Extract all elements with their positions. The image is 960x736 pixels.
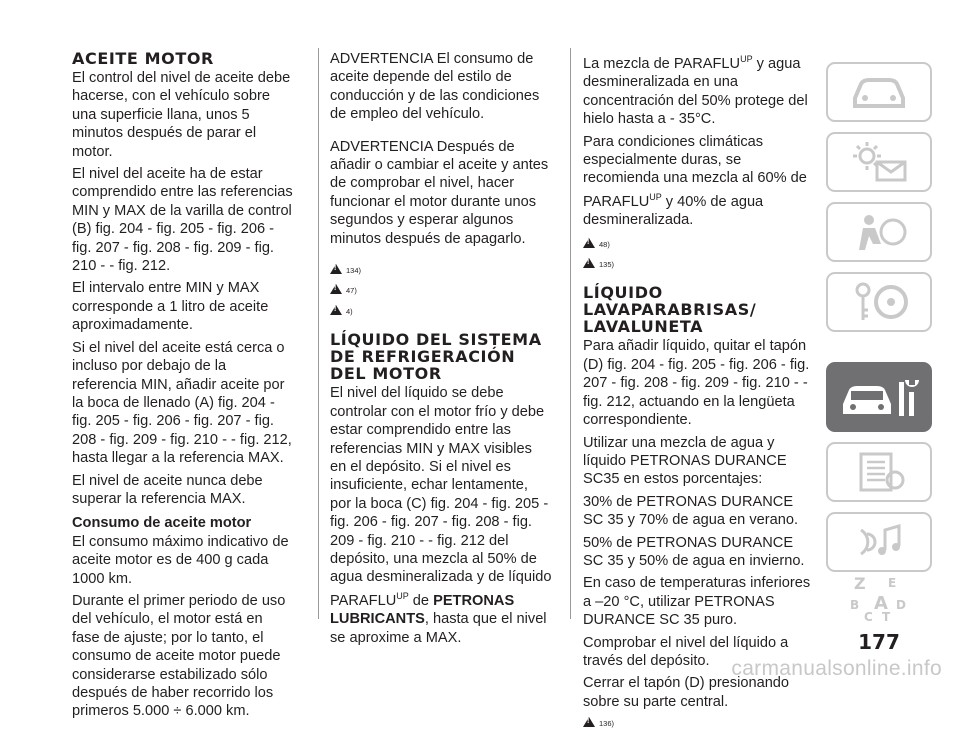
- svg-text:Z: Z: [854, 575, 866, 593]
- chapter-tab-technical-data[interactable]: [826, 442, 932, 502]
- advertencia-paragraph: ADVERTENCIA El consumo de aceite depende del estilo de conducción y de las condiciones de empleo del vehículo.: [330, 51, 540, 123]
- column-2: [330, 50, 552, 651]
- paragraph: Cerrar el tapón (D) presionando sobre su parte central.: [583, 675, 790, 710]
- chapter-tab-dashboard[interactable]: [826, 62, 932, 122]
- warning-triangle-icon: [330, 305, 342, 315]
- chapter-tab-warning-lights[interactable]: [826, 132, 932, 192]
- multimedia-music-icon: [847, 520, 911, 564]
- paragraph: En caso de temperaturas inferiores a –20 °C, utilizar PETRONAS DURANCE SC 35 puro.: [583, 575, 811, 629]
- section-heading-aceite-motor: ACEITE MOTOR: [72, 49, 214, 68]
- warning-triangle-icon: [583, 717, 595, 727]
- chapter-tab-safety[interactable]: [826, 202, 932, 262]
- svg-text:E: E: [888, 576, 897, 590]
- paragraph: El consumo máximo indicativo de aceite motor es de 400 g cada 1000 km.: [72, 533, 289, 587]
- section-heading-lavaparabrisas: LÍQUIDO LAVAPARABRISAS/ LAVALUNETA: [583, 283, 757, 337]
- paragraph: El nivel del aceite ha de estar comprendido entre las referencias MIN y MAX de la varilla de control (B) fig. 204 - fig. 205 - fig. 206 - fig. 207 - fig. 208 - fig. 209 - fig. 210 - - fig. 212.: [72, 166, 293, 275]
- paragraph: Durante el primer periodo de uso del vehículo, el motor está en fase de ajuste; por lo tanto, el consumo de aceite motor puede considerarse estabilizado sólo después de haber recorrido los primeros 5.000 ÷ 6.000 km.: [72, 592, 286, 720]
- chapter-tab-multimedia[interactable]: [826, 512, 932, 572]
- paragraph: Comprobar el nivel del líquido a través del depósito.: [583, 634, 789, 669]
- car-maintenance-icon: [839, 374, 919, 420]
- paragraph: El nivel del líquido se debe controlar con el motor frío y debe estar comprendido entre las referencias MIN y MAX visibles en el depósito. Si el nivel es insuficiente, echar lentamente, por la boca (C) fig. 204 - fig. 205 - fig. 206 - fig. 207 - fig. 208 - fig. 209 - fig. 210 - - fig. 212 del depósito, una mezcla al 50% de agua desmineralizada y de líquido $PARAFLU^{UP}$ de PETRONAS LUBRICANTS, hasta que el nivel se aproxime a MAX.: [330, 385, 552, 646]
- technical-data-list-icon: [847, 450, 911, 494]
- warning-reference: !135): [583, 256, 813, 274]
- paragraph: Utilizar una mezcla de agua y líquido PETRONAS DURANCE SC35 en estos porcentajes:: [583, 434, 787, 488]
- svg-text:C: C: [864, 610, 873, 623]
- paragraph: Si el nivel del aceite está cerca o incluso por debajo de la referencia MIN, añadir aceite por la boca de llenado (A) fig. 204 - fig. 205 - fig. 206 - fig. 207 - fig. 208 - fig. 209 - fig. 210 - - fig. 212, hasta llegar a la referencia MAX.: [72, 339, 292, 467]
- warning-reference: !134): [330, 262, 552, 280]
- section-heading-refrigeracion: LÍQUIDO DEL SISTEMA DE REFRIGERACIÓN DEL MOTOR: [330, 330, 542, 384]
- svg-text:B: B: [850, 598, 860, 612]
- svg-text:D: D: [896, 598, 906, 612]
- chapter-tab-index[interactable]: [826, 574, 932, 624]
- paragraph: La mezcla de $PARAFLU^{UP}$ y agua desmineralizada en una concentración del 50% protege del hielo hasta a - 35°C.: [583, 54, 808, 128]
- paragraph: 50% de PETRONAS DURANCE SC 35 y 50% de agua en invierno.: [583, 534, 805, 569]
- page-number: 177: [858, 630, 900, 654]
- chapter-tab-maintenance[interactable]: [826, 362, 932, 432]
- steering-key-icon: [847, 280, 911, 324]
- warning-reference: !4): [330, 303, 552, 321]
- column-1: [72, 50, 294, 725]
- warning-triangle-icon: [330, 284, 342, 294]
- safety-airbag-icon: [847, 210, 911, 254]
- paragraph: El nivel de aceite nunca debe superar la referencia MAX.: [72, 472, 263, 507]
- warning-reference: !47): [330, 282, 552, 300]
- paragraph: El control del nivel de aceite debe hacerse, con el vehículo sobre una superficie llana, unos 5 minutos después de parar el motor.: [72, 70, 291, 160]
- svg-text:T: T: [882, 610, 891, 623]
- paragraph: Para condiciones climáticas especialmente duras, se recomienda una mezcla al 60% de $PARAFLU^{UP}$ y 40% de agua desmineralizada.: [583, 133, 807, 229]
- car-dashboard-icon: [847, 72, 911, 112]
- warning-reference: !136): [583, 715, 813, 733]
- alphabetical-index-icon: [844, 575, 914, 623]
- column-divider-1: [318, 48, 319, 619]
- paragraph: 30% de PETRONAS DURANCE SC 35 y 70% de agua en verano.: [583, 493, 799, 529]
- chapter-navigation-sidebar: [826, 62, 932, 622]
- column-divider-2: [570, 48, 571, 619]
- watermark-footer: carmanualsonline.info: [731, 657, 942, 680]
- subsection-heading-consumo: Consumo de aceite motor: [72, 515, 252, 532]
- paragraph: El intervalo entre MIN y MAX corresponde a 1 litro de aceite aproximadamente.: [72, 280, 269, 334]
- warning-reference: !48): [583, 236, 813, 254]
- column-3: [583, 50, 813, 736]
- advertencia-paragraph: ADVERTENCIA Después de añadir o cambiar el aceite y antes de comprobar el nivel, hacer funcionar el motor durante unos segundos y esperar algunos minutos después de apagarlo.: [330, 138, 549, 247]
- chapter-tab-starting-driving[interactable]: [826, 272, 932, 332]
- svg-text:A: A: [874, 593, 888, 614]
- warning-triangle-icon: [583, 238, 595, 248]
- warning-lights-message-icon: [847, 140, 911, 184]
- warning-triangle-icon: [330, 264, 342, 274]
- paragraph: Para añadir líquido, quitar el tapón (D) fig. 204 - fig. 205 - fig. 206 - fig. 207 - fig. 208 - fig. 209 - fig. 210 - - fig. 212, actuando en la lengüeta correspondiente.: [583, 338, 810, 429]
- warning-triangle-icon: [583, 258, 595, 268]
